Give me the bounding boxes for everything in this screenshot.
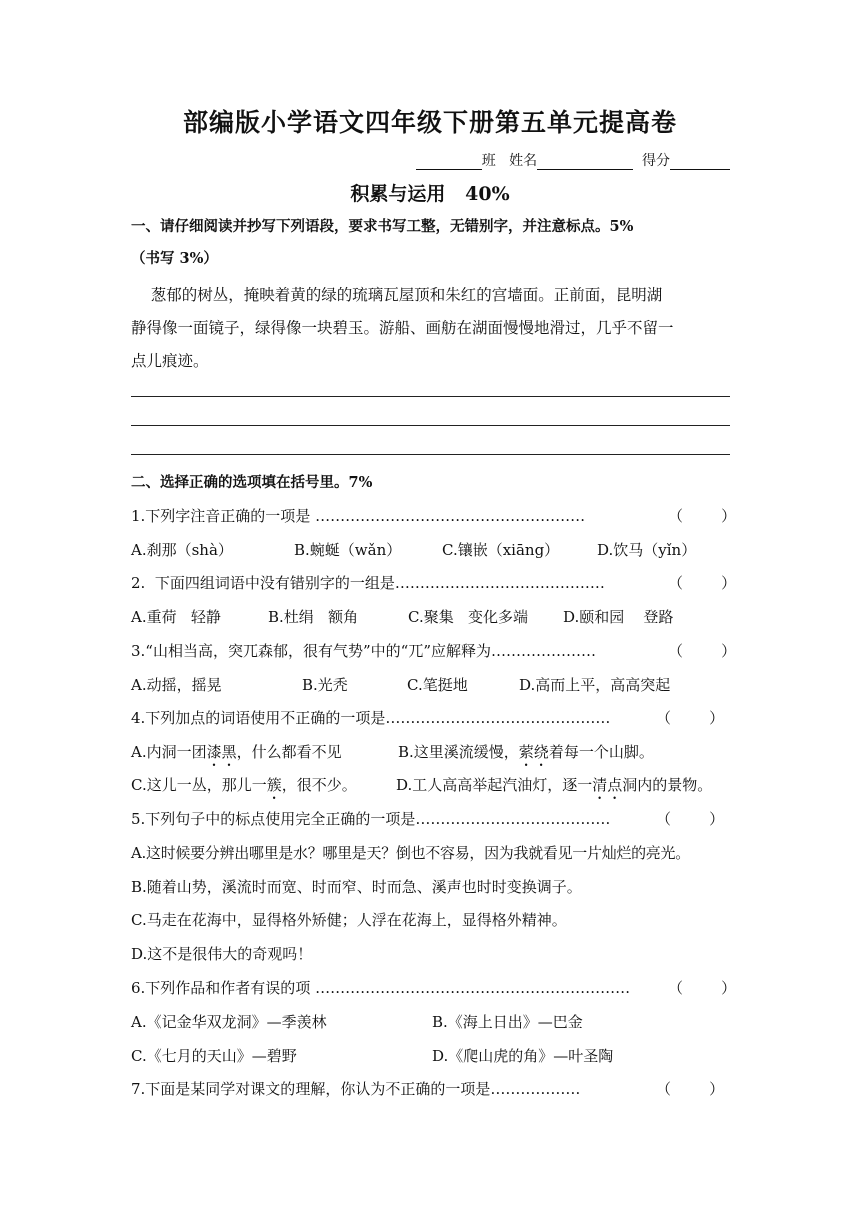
option-text: 洞内的景物。 xyxy=(622,776,713,794)
option-text: A.内洞一团 xyxy=(131,743,207,761)
section-title: 积累与运用 40% xyxy=(350,183,510,205)
q6-option-d: D.《爬山虎的角》—叶圣陶 xyxy=(432,1047,614,1065)
score-blank[interactable] xyxy=(670,154,730,170)
score-label: 得分 xyxy=(642,153,670,169)
answer-paren-4[interactable]: （ ） xyxy=(656,709,725,727)
q3-option-a: A.动摇，摇晃 xyxy=(131,676,222,694)
option-text: ，很不少。 xyxy=(281,776,357,794)
question-1-stem: 1.下列字注音正确的一项是 ……………………………………………… xyxy=(131,507,586,525)
dotted-word: 簇 xyxy=(266,776,282,794)
q1-option-b: B.蜿蜒（wǎn） xyxy=(294,541,402,559)
class-blank[interactable] xyxy=(416,154,482,170)
part2-heading: 二、选择正确的选项填在括号里。7% xyxy=(131,474,373,491)
writing-line[interactable] xyxy=(131,454,730,455)
q3-option-b: B.光秃 xyxy=(302,676,348,694)
dotted-word: 清点 xyxy=(592,776,623,794)
question-4-stem: 4.下列加点的词语使用不正确的一项是……………………………………… xyxy=(131,709,611,727)
part1-heading-writing: （书写 3%） xyxy=(131,250,218,267)
name-label: 姓名 xyxy=(509,153,538,169)
q5-option-a: A.这时候要分辨出哪里是水？哪里是天？倒也不容易，因为我就看见一片灿烂的亮光。 xyxy=(131,844,690,862)
question-2-stem: 2. 下面四组词语中没有错别字的一组是…………………………………… xyxy=(131,574,605,592)
dotted-word: 漆黑 xyxy=(206,743,237,761)
q5-option-b: B.随着山势，溪流时而宽、时而窄、时而急、溪声也时时变换调子。 xyxy=(131,878,582,896)
q1-option-a: A.刹那（shà） xyxy=(131,541,233,559)
writing-line[interactable] xyxy=(131,425,730,426)
q3-option-c: C.笔挺地 xyxy=(407,676,468,694)
question-3-stem: 3.“山相当高，突兀森郁，很有气势”中的“兀”应解释为………………… xyxy=(131,642,596,660)
option-text: 着每一个山脚。 xyxy=(548,743,654,761)
question-5-stem: 5.下列句子中的标点使用完全正确的一项是………………………………… xyxy=(131,810,611,828)
option-text: C.这儿一丛，那儿一 xyxy=(131,776,267,794)
q2-option-b: B.杜绢 额角 xyxy=(268,608,359,626)
answer-paren-6[interactable]: （ ） xyxy=(668,979,737,997)
student-info xyxy=(416,150,730,170)
answer-paren-2[interactable]: （ ） xyxy=(668,574,737,592)
q5-option-c: C.马走在花海中，显得格外矫健；人浮在花海上，显得格外精神。 xyxy=(131,911,567,929)
answer-paren-7[interactable]: （ ） xyxy=(656,1080,725,1098)
question-6-stem: 6.下列作品和作者有误的项 ……………………………………………………… xyxy=(131,979,631,997)
q5-option-d: D.这不是很伟大的奇观吗！ xyxy=(131,945,313,963)
class-label: 班 xyxy=(481,153,496,169)
answer-paren-5[interactable]: （ ） xyxy=(656,810,725,828)
passage-line: 葱郁的树丛，掩映着黄的绿的琉璃瓦屋顶和朱红的宫墙面。正前面，昆明湖 xyxy=(131,286,663,304)
q2-option-c: C.聚集 变化多端 xyxy=(408,608,529,626)
dotted-word: 萦绕 xyxy=(518,743,549,761)
question-7-stem: 7.下面是某同学对课文的理解，你认为不正确的一项是……………… xyxy=(131,1080,581,1098)
q2-option-a: A.重荷 轻静 xyxy=(131,608,221,626)
q1-option-d: D.饮马（yǐn） xyxy=(597,541,697,559)
q4-option-d xyxy=(396,774,712,803)
option-text: D.工人高高举起汽油灯，逐一 xyxy=(396,776,593,794)
q2-option-d: D.颐和园 登路 xyxy=(563,608,674,626)
writing-line[interactable] xyxy=(131,396,730,397)
passage-line: 点儿痕迹。 xyxy=(131,352,209,370)
option-text: ，什么都看不见 xyxy=(236,743,342,761)
q6-option-a: A.《记金华双龙洞》—季羡林 xyxy=(131,1013,327,1031)
q4-option-a xyxy=(131,741,342,770)
q4-option-c xyxy=(131,774,357,803)
q6-option-b: B.《海上日出》—巴金 xyxy=(432,1013,583,1031)
q6-option-c: C.《七月的天山》—碧野 xyxy=(131,1047,297,1065)
answer-paren-3[interactable]: （ ） xyxy=(668,642,737,660)
q3-option-d: D.高而上平，高高突起 xyxy=(519,676,671,694)
part1-heading: 一、请仔细阅读并抄写下列语段，要求书写工整，无错别字，并注意标点。5% xyxy=(131,218,634,235)
passage-line: 静得像一面镜子，绿得像一块碧玉。游船、画舫在湖面慢慢地滑过，几乎不留一 xyxy=(131,319,674,337)
q1-option-c: C.镶嵌（xiāng） xyxy=(442,541,560,559)
copy-passage xyxy=(131,279,731,378)
q4-option-b xyxy=(398,741,654,770)
exam-title: 部编版小学语文四年级下册第五单元提高卷 xyxy=(182,108,677,137)
name-blank[interactable] xyxy=(537,154,633,170)
option-text: B.这里溪流缓慢， xyxy=(398,743,519,761)
answer-paren-1[interactable]: （ ） xyxy=(668,507,737,525)
